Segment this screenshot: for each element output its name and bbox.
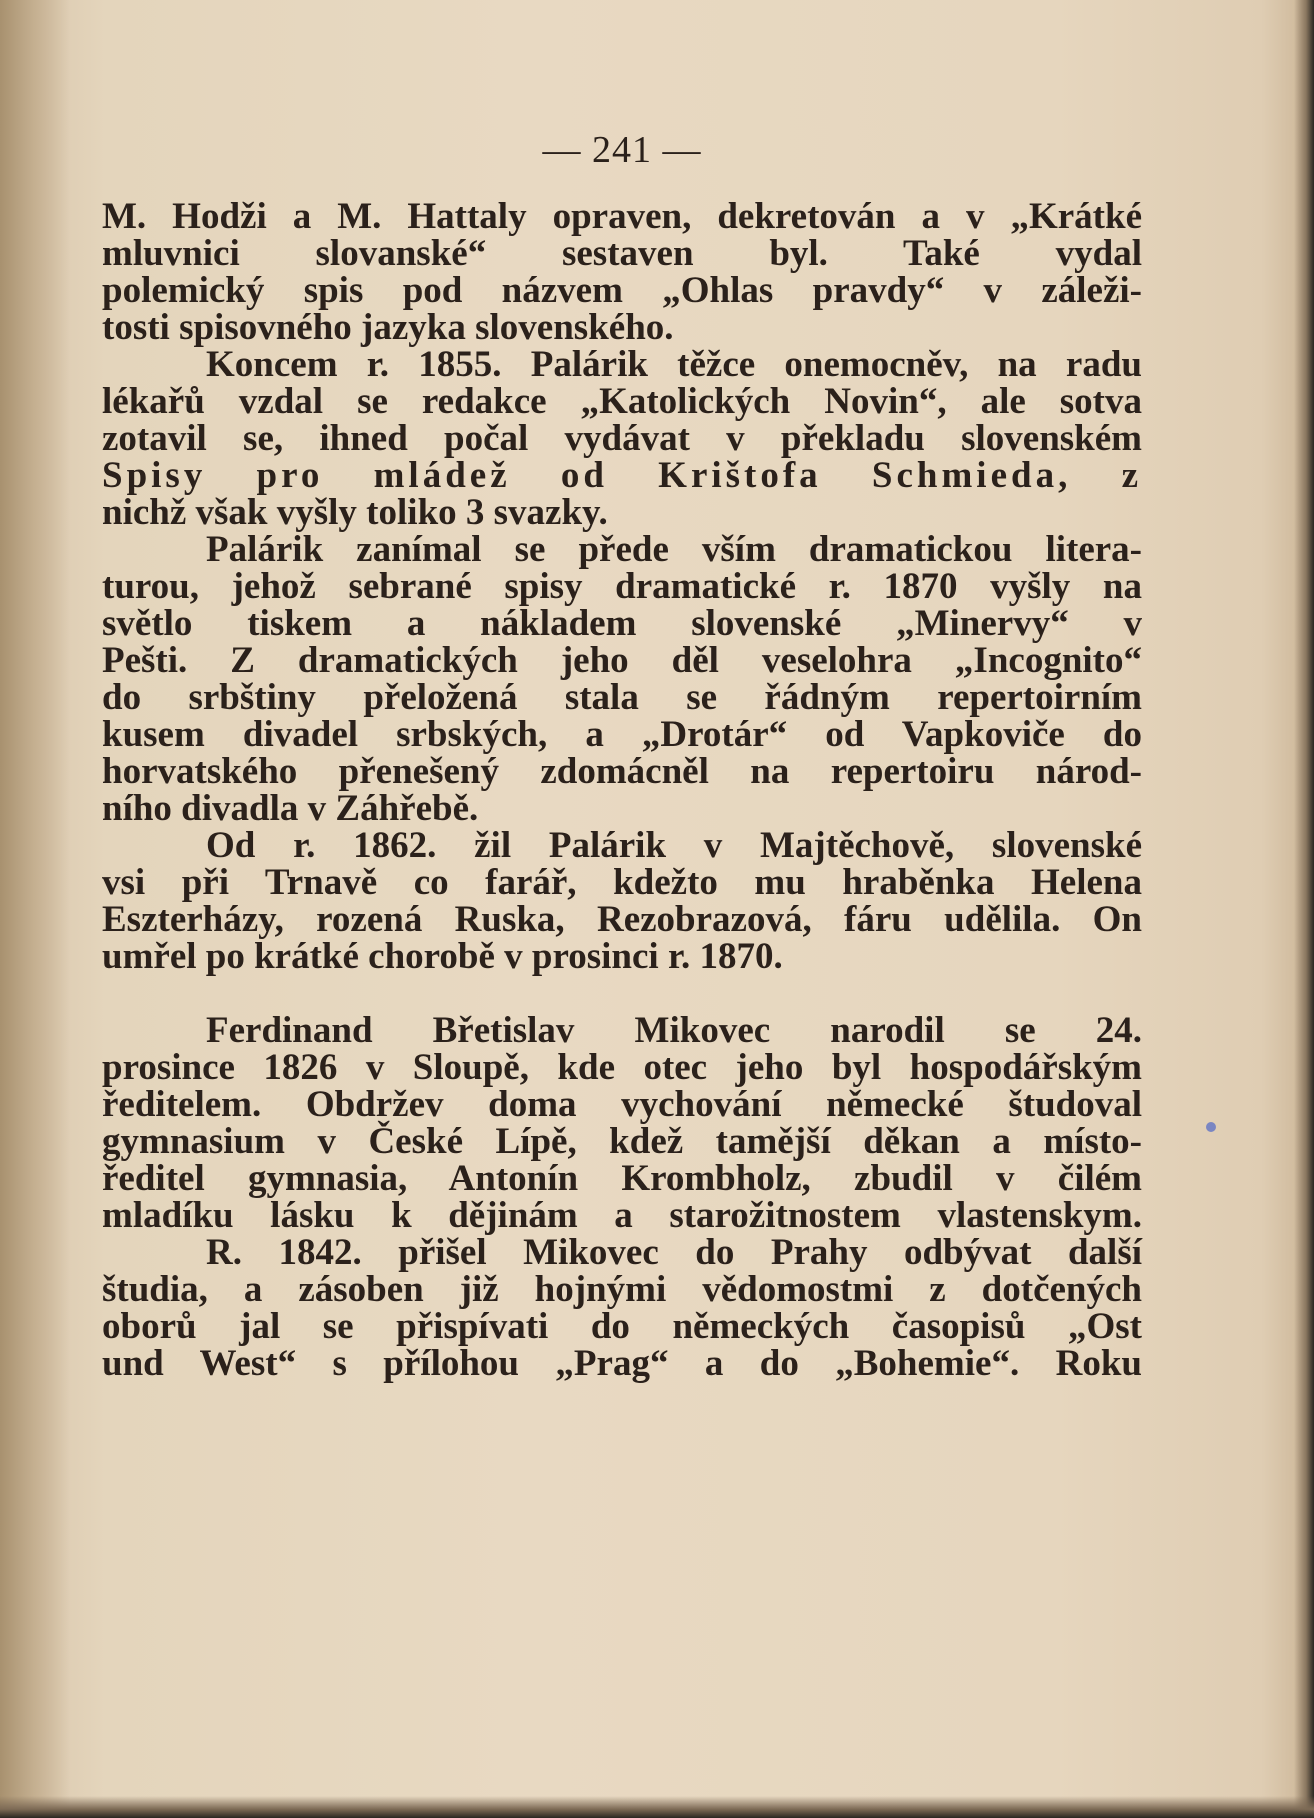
page-number: — 241 — [542,129,702,171]
text-line: Spisy pro mládež od Krištofa Schmieda, z [102,455,1142,496]
text-line: turou, jehož sebrané spisy dramatické r. 1870 vyšly na [102,566,1142,607]
text-line: ředitelem. Obdržev doma vychování německé študoval [102,1084,1142,1125]
text-line: do srbštiny přeložená stala se řádným repertoirním [102,677,1142,718]
text-line: Palárik zanímal se přede vším dramatickou litera- [206,529,1142,570]
text-line: Pešti. Z dramatických jeho děl veselohra „Incognito“ [102,640,1142,681]
text-line: mluvnici slovanské“ sestaven byl. Také vydal [102,233,1142,274]
text-line: Od r. 1862. žil Palárik v Majtěchově, slovenské [206,825,1142,866]
text-line: horvatského přenešený zdomácněl na repertoiru národ- [102,751,1142,792]
text-line: polemický spis pod názvem „Ohlas pravdy“ v záleži- [102,270,1142,311]
text-line: študia, a zásoben již hojnými vědomostmi z dotčených [102,1269,1142,1310]
text-line: kusem divadel srbských, a „Drotár“ od Vapkoviče do [102,714,1142,755]
text-line: světlo tiskem a nákladem slovenské „Minervy“ v [102,603,1142,644]
page-gutter-shadow [0,0,70,1818]
text-line: Koncem r. 1855. Palárik těžce onemocněv, na radu [206,344,1142,385]
text-line: oborů jal se přispívati do německých časopisů „Ost [102,1306,1142,1347]
text-line: prosince 1826 v Sloupě, kde otec jeho byl hospodářským [102,1047,1142,1088]
text-line: ního divadla v Záhřebě. [102,788,479,829]
text-line: lékařů vzdal se redakce „Katolických Novin“, ale sotva [102,381,1142,422]
text-line: zotavil se, ihned počal vydávat v překladu slovenském [102,418,1142,459]
section-heading-line: Ferdinand Břetislav Mikovec narodil se 24. [206,1010,1142,1051]
text-line: und West“ s přílohou „Prag“ a do „Bohemie“. Roku [102,1343,1142,1384]
text-line: ředitel gymnasia, Antonín Krombholz, zbudil v čilém [102,1158,1142,1199]
text-line: nichž však vyšly toliko 3 svazky. [102,492,608,533]
page-bottom-edge [0,1796,1314,1818]
text-line: umřel po krátké chorobě v prosinci r. 1870. [102,936,783,977]
text-line: Eszterházy, rozená Ruska, Rezobrazová, fáru udělila. On [102,899,1142,940]
text-line: vsi při Trnavě co farář, kdežto mu hraběnka Helena [102,862,1142,903]
text-line: mladíku lásku k dějinám a starožitnostem vlastenskym. [102,1195,1142,1236]
ink-spot [1206,1122,1216,1132]
text-line: tosti spisovného jazyka slovenského. [102,307,674,348]
page-right-edge [1294,0,1314,1818]
text-line: gymnasium v České Lípě, kdež tamější děkan a místo- [102,1121,1142,1162]
text-line: M. Hodži a M. Hattaly opraven, dekretován a v „Krátké [102,196,1142,237]
text-line: R. 1842. přišel Mikovec do Prahy odbývat další [206,1232,1142,1273]
